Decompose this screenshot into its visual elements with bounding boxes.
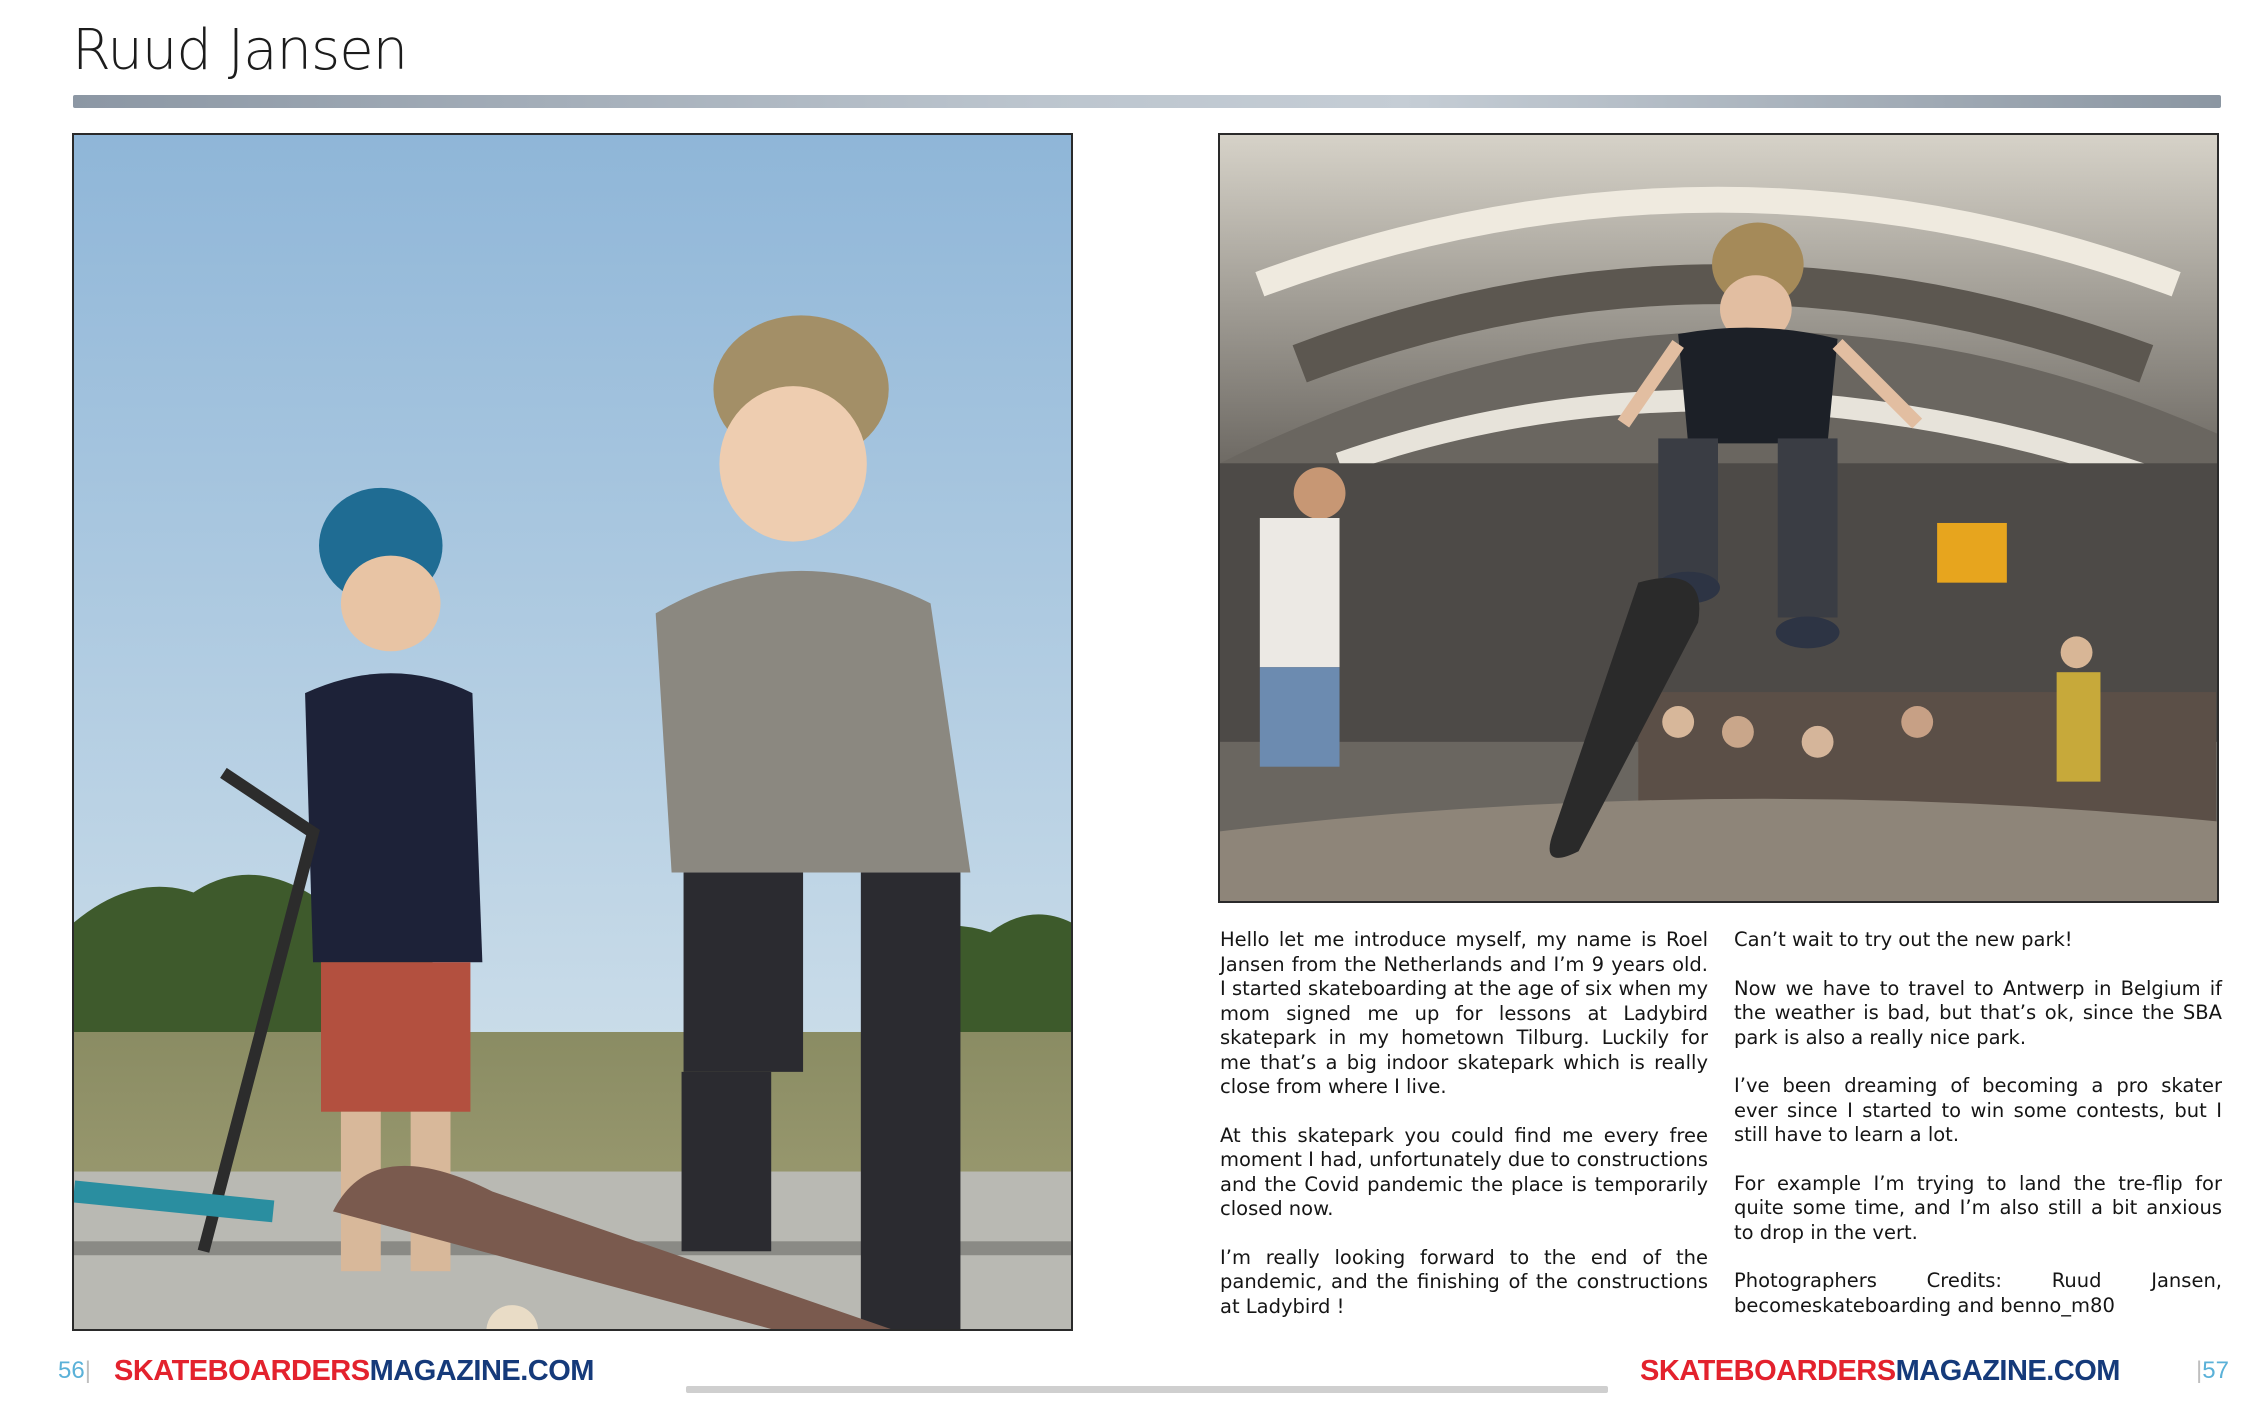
article-paragraph: For example I’m trying to land the tre-flip for quite some time, and I’m also still a bit anxious to drop in the vert. (1734, 1171, 2222, 1244)
article-paragraph: Hello let me introduce myself, my name is Roel Jansen from the Netherlands and I’m 9 years old. I started skateboarding at the age of six when my mom signed me up for lessons at Ladybird skatepark in my hometown Tilburg. Luckily for me that’s a big indoor skatepark which is really close from where I live. (1220, 928, 1708, 1098)
brand-part1: SKATEBOARDERS (1640, 1355, 1896, 1387)
brand-part2: MAGAZINE.COM (1895, 1355, 2120, 1387)
folio-separator: | (2196, 1357, 2203, 1384)
article-paragraph: I’m really looking forward to the end of the pandemic, and the finishing of the constructions at Ladybird ! (1220, 1245, 1708, 1318)
page-number-left (58, 1357, 91, 1385)
photo-kids-skatepark (72, 133, 1073, 1331)
page-number-right (2196, 1357, 2229, 1385)
title-divider (73, 95, 2221, 108)
brand-logo-right[interactable] (1640, 1355, 2120, 1388)
article-paragraph: I’ve been dreaming of becoming a pro skater ever since I started to win some contests, but I still have to learn a lot. (1734, 1074, 2222, 1146)
page-title: Ruud Jansen (72, 18, 408, 83)
page-number-left-value: 56 (58, 1357, 85, 1384)
brand-logo-left[interactable] (114, 1355, 594, 1388)
photo-credits: Photographers Credits: Ruud Jansen, becomeskateboarding and benno_m80 (1734, 1269, 2222, 1317)
brand-part2: MAGAZINE.COM (369, 1355, 594, 1387)
article-column-2 (1734, 928, 2222, 1342)
article-paragraph: Now we have to travel to Antwerp in Belgium if the weather is bad, but that’s ok, since the SBA park is also a really nice park. (1734, 976, 2222, 1049)
photo-indoor-skate-jump-image (1220, 135, 2217, 901)
article-paragraph: At this skatepark you could find me every free moment I had, unfortunately due to constructions and the Covid pandemic the place is temporarily closed now. (1220, 1123, 1708, 1220)
article-paragraph: Can’t wait to try out the new park! (1734, 928, 2073, 951)
page-number-right-value: 57 (2202, 1357, 2229, 1384)
article-column-1 (1220, 928, 1708, 1343)
footer-divider (686, 1386, 1608, 1393)
folio-separator: | (84, 1357, 91, 1384)
photo-indoor-skate-jump (1218, 133, 2219, 903)
photo-kids-skatepark-image (74, 135, 1071, 1329)
brand-part1: SKATEBOARDERS (114, 1355, 370, 1387)
